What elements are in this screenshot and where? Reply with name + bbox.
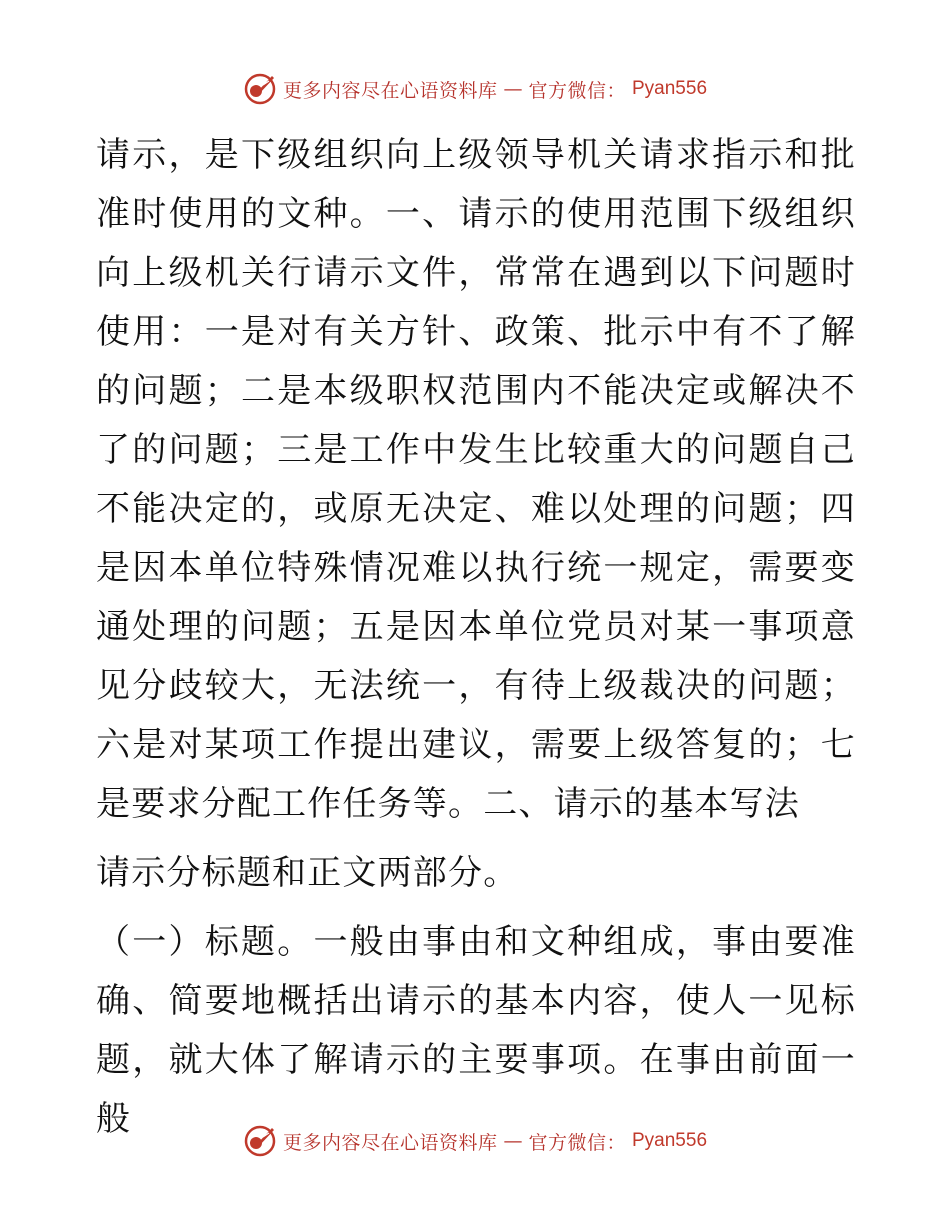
paragraph: 请示，是下级组织向上级领导机关请求指示和批准时使用的文种。一、请示的使用范围下级组织向上级机关行请示文件，常常在遇到以下问题时使用：一是对有关方针、政策、批示中有不了解的问题；二是本级职权范围内不能决定或解决不了的问题；三是工作中发生比较重大的问题自己不能决定的，或原无决定、难以处理的问题；四是因本单位特殊情况难以执行统一规定，需要变通处理的问题；五是因本单位党员对某一事项意见分歧较大，无法统一，有待上级裁决的问题；六是对某项工作提出建议，需要上级答复的；七是要求分配工作任务等。二、请示的基本写法: [96, 135, 856, 824]
footer-label: 官方微信：: [528, 1131, 626, 1154]
paragraph: （一）标题。一般由事由和文种组成，事由要准确、简要地概括出请示的基本内容，使人一见标题，就大体了解请示的主要事项。在事由前面一般: [96, 922, 856, 1139]
header-banner-text: 更多内容尽在心语资料库: [282, 79, 498, 102]
header-label: 官方微信：: [528, 79, 626, 102]
quill-logo-icon: [243, 72, 277, 106]
header-wechat-id: Pyan556: [632, 78, 708, 99]
page-header: [0, 72, 950, 106]
quill-logo-icon: [243, 1124, 277, 1158]
footer-banner-text: 更多内容尽在心语资料库: [282, 1131, 498, 1154]
footer-separator: —: [503, 1130, 523, 1152]
page-footer: [0, 1124, 950, 1158]
document-body: [96, 126, 856, 1149]
footer-wechat-id: Pyan556: [632, 1130, 708, 1151]
paragraph: 请示分标题和正文两部分。: [96, 853, 519, 893]
header-separator: —: [503, 78, 523, 100]
